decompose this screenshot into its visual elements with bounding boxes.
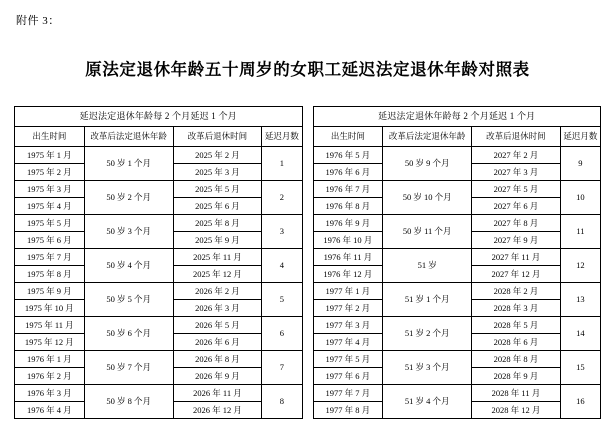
page-title: 原法定退休年龄五十周岁的女职工延迟法定退休年龄对照表 — [85, 60, 530, 79]
cell-birth-date: 1975 年 6 月 — [15, 232, 85, 249]
table-row — [15, 181, 303, 198]
cell-new-retirement-date: 2025 年 3 月 — [173, 164, 262, 181]
cell-new-retirement-date: 2027 年 9 月 — [472, 232, 561, 249]
cell-new-retirement-date: 2027 年 3 月 — [472, 164, 561, 181]
cell-birth-date: 1977 年 6 月 — [313, 368, 383, 385]
table-row — [15, 385, 303, 402]
cell-birth-date: 1976 年 5 月 — [313, 147, 383, 164]
cell-birth-date: 1975 年 7 月 — [15, 249, 85, 266]
table-row — [313, 351, 601, 368]
cell-delay-months: 2 — [262, 181, 302, 215]
cell-birth-date: 1975 年 11 月 — [15, 317, 85, 334]
table-row — [313, 283, 601, 300]
cell-delay-months: 8 — [262, 385, 302, 419]
cell-delay-months: 3 — [262, 215, 302, 249]
column-header-delay-months: 延迟月数 — [262, 127, 302, 147]
group-header: 延迟法定退休年龄每 2 个月延迟 1 个月 — [313, 107, 601, 127]
attachment-label: 附件 3： — [16, 15, 60, 27]
cell-new-retirement-date: 2027 年 5 月 — [472, 181, 561, 198]
cell-birth-date: 1975 年 2 月 — [15, 164, 85, 181]
cell-new-retirement-date: 2026 年 11 月 — [173, 385, 262, 402]
cell-birth-date: 1976 年 11 月 — [313, 249, 383, 266]
cell-new-retirement-age: 50 岁 9 个月 — [383, 147, 472, 181]
cell-new-retirement-age: 50 岁 7 个月 — [84, 351, 173, 385]
cell-new-retirement-date: 2028 年 8 月 — [472, 351, 561, 368]
tables-container — [14, 106, 601, 419]
cell-new-retirement-age: 51 岁 2 个月 — [383, 317, 472, 351]
cell-new-retirement-age: 50 岁 11 个月 — [383, 215, 472, 249]
cell-birth-date: 1976 年 9 月 — [313, 215, 383, 232]
cell-new-retirement-date: 2025 年 11 月 — [173, 249, 262, 266]
retirement-table-right — [313, 106, 602, 419]
group-header: 延迟法定退休年龄每 2 个月延迟 1 个月 — [15, 107, 303, 127]
cell-new-retirement-date: 2025 年 5 月 — [173, 181, 262, 198]
column-header-birth: 出生时间 — [313, 127, 383, 147]
cell-new-retirement-age: 51 岁 3 个月 — [383, 351, 472, 385]
cell-new-retirement-date: 2025 年 12 月 — [173, 266, 262, 283]
cell-new-retirement-date: 2026 年 6 月 — [173, 334, 262, 351]
cell-new-retirement-date: 2028 年 3 月 — [472, 300, 561, 317]
table-row — [15, 351, 303, 368]
cell-birth-date: 1976 年 2 月 — [15, 368, 85, 385]
table-row — [313, 317, 601, 334]
cell-new-retirement-date: 2026 年 12 月 — [173, 402, 262, 419]
cell-birth-date: 1976 年 12 月 — [313, 266, 383, 283]
cell-new-retirement-date: 2026 年 3 月 — [173, 300, 262, 317]
cell-birth-date: 1977 年 7 月 — [313, 385, 383, 402]
cell-new-retirement-age: 50 岁 1 个月 — [84, 147, 173, 181]
cell-new-retirement-age: 50 岁 2 个月 — [84, 181, 173, 215]
cell-new-retirement-age: 50 岁 5 个月 — [84, 283, 173, 317]
table-row — [313, 215, 601, 232]
cell-new-retirement-date: 2028 年 6 月 — [472, 334, 561, 351]
cell-new-retirement-date: 2027 年 8 月 — [472, 215, 561, 232]
cell-birth-date: 1976 年 8 月 — [313, 198, 383, 215]
cell-new-retirement-date: 2027 年 6 月 — [472, 198, 561, 215]
cell-new-retirement-date: 2025 年 9 月 — [173, 232, 262, 249]
cell-new-retirement-date: 2026 年 2 月 — [173, 283, 262, 300]
cell-delay-months: 14 — [560, 317, 600, 351]
cell-birth-date: 1977 年 3 月 — [313, 317, 383, 334]
cell-new-retirement-date: 2028 年 12 月 — [472, 402, 561, 419]
table-body-right — [313, 147, 601, 419]
cell-new-retirement-date: 2026 年 9 月 — [173, 368, 262, 385]
column-header-new-age: 改革后法定退休年龄 — [84, 127, 173, 147]
cell-delay-months: 1 — [262, 147, 302, 181]
column-header-new-age: 改革后法定退休年龄 — [383, 127, 472, 147]
cell-delay-months: 12 — [560, 249, 600, 283]
cell-birth-date: 1975 年 1 月 — [15, 147, 85, 164]
cell-new-retirement-age: 51 岁 1 个月 — [383, 283, 472, 317]
table-row — [15, 147, 303, 164]
cell-new-retirement-date: 2027 年 11 月 — [472, 249, 561, 266]
cell-new-retirement-date: 2025 年 2 月 — [173, 147, 262, 164]
cell-new-retirement-date: 2028 年 11 月 — [472, 385, 561, 402]
table-body-left — [15, 147, 303, 419]
cell-new-retirement-date: 2028 年 5 月 — [472, 317, 561, 334]
cell-delay-months: 11 — [560, 215, 600, 249]
cell-delay-months: 9 — [560, 147, 600, 181]
cell-birth-date: 1976 年 4 月 — [15, 402, 85, 419]
cell-birth-date: 1976 年 6 月 — [313, 164, 383, 181]
cell-new-retirement-age: 50 岁 8 个月 — [84, 385, 173, 419]
cell-new-retirement-date: 2026 年 8 月 — [173, 351, 262, 368]
cell-delay-months: 6 — [262, 317, 302, 351]
cell-new-retirement-date: 2027 年 12 月 — [472, 266, 561, 283]
table-row — [15, 317, 303, 334]
column-header-new-date: 改革后退休时间 — [173, 127, 262, 147]
cell-new-retirement-date: 2028 年 2 月 — [472, 283, 561, 300]
cell-birth-date: 1977 年 5 月 — [313, 351, 383, 368]
cell-birth-date: 1975 年 12 月 — [15, 334, 85, 351]
column-header-birth: 出生时间 — [15, 127, 85, 147]
cell-new-retirement-age: 51 岁 4 个月 — [383, 385, 472, 419]
cell-delay-months: 10 — [560, 181, 600, 215]
cell-birth-date: 1975 年 9 月 — [15, 283, 85, 300]
table-row — [313, 249, 601, 266]
cell-new-retirement-age: 50 岁 6 个月 — [84, 317, 173, 351]
cell-new-retirement-age: 51 岁 — [383, 249, 472, 283]
cell-birth-date: 1975 年 4 月 — [15, 198, 85, 215]
table-row — [313, 147, 601, 164]
table-row — [313, 385, 601, 402]
cell-new-retirement-date: 2028 年 9 月 — [472, 368, 561, 385]
cell-delay-months: 16 — [560, 385, 600, 419]
cell-birth-date: 1975 年 10 月 — [15, 300, 85, 317]
cell-birth-date: 1976 年 10 月 — [313, 232, 383, 249]
cell-birth-date: 1976 年 3 月 — [15, 385, 85, 402]
column-header-delay-months: 延迟月数 — [560, 127, 600, 147]
cell-birth-date: 1975 年 3 月 — [15, 181, 85, 198]
cell-birth-date: 1976 年 1 月 — [15, 351, 85, 368]
retirement-table-left — [14, 106, 303, 419]
cell-birth-date: 1977 年 2 月 — [313, 300, 383, 317]
table-row — [15, 249, 303, 266]
cell-new-retirement-age: 50 岁 10 个月 — [383, 181, 472, 215]
cell-delay-months: 15 — [560, 351, 600, 385]
table-header-right — [313, 107, 601, 147]
cell-birth-date: 1977 年 8 月 — [313, 402, 383, 419]
cell-new-retirement-date: 2026 年 5 月 — [173, 317, 262, 334]
cell-delay-months: 13 — [560, 283, 600, 317]
cell-new-retirement-date: 2027 年 2 月 — [472, 147, 561, 164]
table-header-left — [15, 107, 303, 147]
cell-birth-date: 1975 年 5 月 — [15, 215, 85, 232]
cell-delay-months: 7 — [262, 351, 302, 385]
cell-new-retirement-age: 50 岁 3 个月 — [84, 215, 173, 249]
cell-birth-date: 1977 年 1 月 — [313, 283, 383, 300]
table-row — [15, 215, 303, 232]
column-header-new-date: 改革后退休时间 — [472, 127, 561, 147]
cell-new-retirement-age: 50 岁 4 个月 — [84, 249, 173, 283]
cell-new-retirement-date: 2025 年 8 月 — [173, 215, 262, 232]
cell-delay-months: 4 — [262, 249, 302, 283]
cell-birth-date: 1975 年 8 月 — [15, 266, 85, 283]
cell-new-retirement-date: 2025 年 6 月 — [173, 198, 262, 215]
table-row — [313, 181, 601, 198]
cell-birth-date: 1976 年 7 月 — [313, 181, 383, 198]
cell-birth-date: 1977 年 4 月 — [313, 334, 383, 351]
table-row — [15, 283, 303, 300]
cell-delay-months: 5 — [262, 283, 302, 317]
